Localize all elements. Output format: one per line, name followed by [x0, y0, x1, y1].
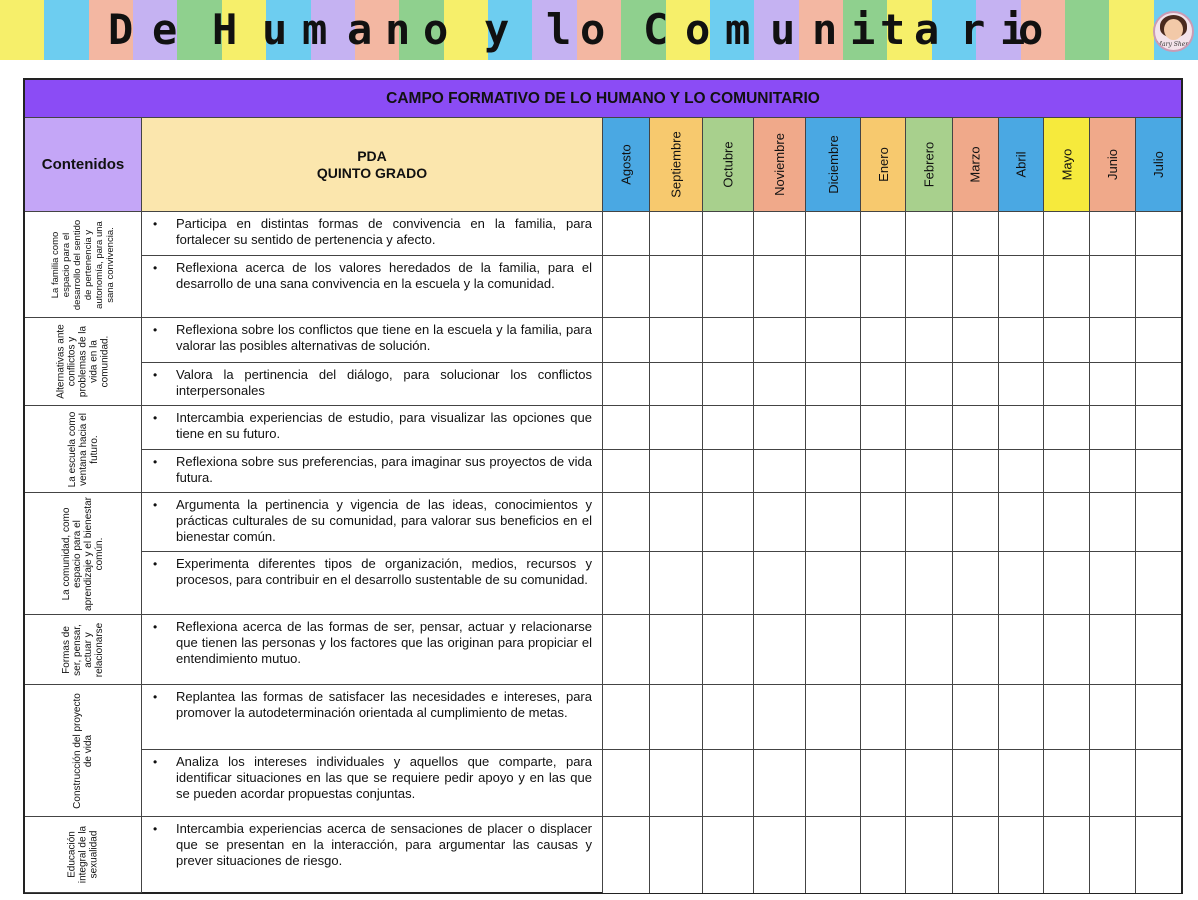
- month-check-cell[interactable]: [1136, 450, 1181, 493]
- banner-letter: i: [850, 5, 876, 54]
- month-check-cell[interactable]: [703, 493, 754, 552]
- month-check-cell[interactable]: [703, 685, 754, 750]
- month-check-cell[interactable]: [754, 685, 806, 750]
- month-label: Septiembre: [668, 131, 684, 198]
- banner-letter: o: [685, 5, 711, 54]
- avatar-signature: Mary Sheni: [1155, 41, 1192, 48]
- month-check-cell[interactable]: [1090, 552, 1136, 615]
- month-check-cell[interactable]: [1044, 212, 1090, 256]
- month-check-cell[interactable]: [1136, 817, 1181, 893]
- month-header-febrero: [906, 118, 953, 212]
- month-check-cell[interactable]: [953, 615, 999, 685]
- month-check-cell[interactable]: [754, 615, 806, 685]
- month-check-cell[interactable]: [603, 256, 650, 318]
- month-check-cell[interactable]: [1044, 552, 1090, 615]
- month-check-cell[interactable]: [703, 552, 754, 615]
- month-check-cell[interactable]: [806, 750, 861, 817]
- month-check-cell[interactable]: [650, 552, 703, 615]
- topic-cell: [25, 615, 142, 685]
- month-label: Diciembre: [825, 135, 841, 194]
- month-check-cell[interactable]: [754, 552, 806, 615]
- pda-cell: • Valora la pertinencia del diálogo, para solucionar los conflictos interpersonales: [142, 363, 603, 406]
- month-check-cell[interactable]: [603, 817, 650, 893]
- month-label: Febrero: [921, 141, 937, 188]
- topic-label: La escuela como ventana hacia el futuro.: [66, 411, 100, 487]
- banner-letter: u: [770, 5, 796, 54]
- month-check-cell[interactable]: [906, 318, 953, 363]
- banner-letter: C: [643, 5, 669, 54]
- month-check-cell[interactable]: [806, 552, 861, 615]
- month-label: Mayo: [1058, 148, 1074, 181]
- month-check-cell[interactable]: [953, 552, 999, 615]
- month-check-cell[interactable]: [861, 212, 906, 256]
- month-header-octubre: [703, 118, 754, 212]
- topic-label: Formas de ser, pensar, actuar y relacionarse: [61, 622, 105, 677]
- month-check-cell[interactable]: [1090, 615, 1136, 685]
- banner-color-strip: [44, 0, 89, 60]
- month-check-cell[interactable]: [906, 363, 953, 406]
- month-check-cell[interactable]: [953, 685, 999, 750]
- month-check-cell[interactable]: [603, 318, 650, 363]
- month-check-cell[interactable]: [861, 615, 906, 685]
- month-check-cell[interactable]: [906, 615, 953, 685]
- banner-letter: y: [484, 5, 510, 54]
- month-check-cell[interactable]: [1136, 552, 1181, 615]
- month-check-cell[interactable]: [1044, 450, 1090, 493]
- month-check-cell[interactable]: [999, 817, 1044, 893]
- planning-table: [23, 78, 1183, 894]
- month-check-cell[interactable]: [1090, 212, 1136, 256]
- banner-letter: l: [546, 5, 572, 54]
- banner-letter: a: [347, 5, 373, 54]
- pda-cell: • Intercambia experiencias acerca de sensaciones de placer o displacer que se presentan en la interacción, para argumentar las causas y prever situaciones de riesgo.: [142, 817, 603, 893]
- topic-label: La familia como espacio para el desarrollo del sentido de pertenencia y autonomía, para una sana convivencia.: [50, 219, 116, 310]
- month-check-cell[interactable]: [1044, 406, 1090, 450]
- month-check-cell[interactable]: [806, 212, 861, 256]
- month-check-cell[interactable]: [703, 256, 754, 318]
- month-check-cell[interactable]: [754, 212, 806, 256]
- month-check-cell[interactable]: [861, 256, 906, 318]
- month-check-cell[interactable]: [861, 493, 906, 552]
- month-check-cell[interactable]: [1044, 615, 1090, 685]
- month-check-cell[interactable]: [603, 750, 650, 817]
- month-check-cell[interactable]: [650, 685, 703, 750]
- month-label: Julio: [1151, 151, 1166, 178]
- banner-letter: t: [880, 5, 906, 54]
- month-check-cell[interactable]: [906, 406, 953, 450]
- month-check-cell[interactable]: [999, 552, 1044, 615]
- title-banner: [0, 0, 1198, 60]
- month-check-cell[interactable]: [806, 363, 861, 406]
- banner-letter: e: [152, 5, 178, 54]
- pda-cell: • Analiza los intereses individuales y aquellos que comparte, para identificar situaciones en las que se requiere pedir apoyo y en las que se pueden acordar propuestas conjuntas.: [142, 750, 603, 817]
- month-check-cell[interactable]: [1090, 493, 1136, 552]
- month-check-cell[interactable]: [703, 318, 754, 363]
- avatar-face: [1164, 19, 1183, 40]
- banner-letter: m: [725, 5, 751, 54]
- month-check-cell[interactable]: [861, 685, 906, 750]
- month-check-cell[interactable]: [1136, 493, 1181, 552]
- month-check-cell[interactable]: [906, 212, 953, 256]
- month-check-cell[interactable]: [1136, 685, 1181, 750]
- month-check-cell[interactable]: [1044, 750, 1090, 817]
- month-check-cell[interactable]: [603, 212, 650, 256]
- month-check-cell[interactable]: [806, 615, 861, 685]
- month-header-junio: [1090, 118, 1136, 212]
- month-check-cell[interactable]: [703, 615, 754, 685]
- month-check-cell[interactable]: [650, 212, 703, 256]
- month-check-cell[interactable]: [906, 256, 953, 318]
- month-label: Junio: [1104, 148, 1120, 181]
- month-check-cell[interactable]: [999, 406, 1044, 450]
- month-check-cell[interactable]: [806, 318, 861, 363]
- month-check-cell[interactable]: [703, 212, 754, 256]
- month-check-cell[interactable]: [754, 318, 806, 363]
- month-check-cell[interactable]: [650, 318, 703, 363]
- topic-cell: [25, 817, 142, 893]
- topic-cell: [25, 685, 142, 817]
- month-check-cell[interactable]: [603, 493, 650, 552]
- month-check-cell[interactable]: [906, 450, 953, 493]
- month-check-cell[interactable]: [1090, 318, 1136, 363]
- banner-letter: a: [914, 5, 940, 54]
- month-check-cell[interactable]: [1044, 817, 1090, 893]
- month-check-cell[interactable]: [806, 406, 861, 450]
- month-header-abril: [999, 118, 1044, 212]
- banner-color-strip: [1109, 0, 1154, 60]
- month-check-cell[interactable]: [703, 406, 754, 450]
- banner-color-strip: [444, 0, 489, 60]
- month-check-cell[interactable]: [703, 817, 754, 893]
- table-title: CAMPO FORMATIVO DE LO HUMANO Y LO COMUNITARIO: [25, 80, 1181, 118]
- banner-color-strip: [1065, 0, 1110, 60]
- month-check-cell[interactable]: [1090, 685, 1136, 750]
- banner-letter: o: [423, 5, 449, 54]
- topic-cell: [25, 212, 142, 318]
- month-check-cell[interactable]: [953, 750, 999, 817]
- month-header-agosto: [603, 118, 650, 212]
- banner-letter: n: [385, 5, 411, 54]
- month-check-cell[interactable]: [1044, 318, 1090, 363]
- month-check-cell[interactable]: [1136, 406, 1181, 450]
- banner-letter: o: [1018, 5, 1044, 54]
- month-check-cell[interactable]: [703, 363, 754, 406]
- pda-cell: • Reflexiona sobre sus preferencias, para imaginar sus proyectos de vida futura.: [142, 450, 603, 493]
- month-header-julio: [1136, 118, 1181, 212]
- month-check-cell[interactable]: [953, 256, 999, 318]
- topic-cell: [25, 493, 142, 615]
- month-check-cell[interactable]: [703, 450, 754, 493]
- banner-letter: m: [302, 5, 328, 54]
- month-check-cell[interactable]: [906, 750, 953, 817]
- month-check-cell[interactable]: [603, 685, 650, 750]
- topic-label: Alternativas ante conflictos y problemas de la vida en la comunidad.: [55, 324, 111, 399]
- month-check-cell[interactable]: [861, 750, 906, 817]
- month-label: Agosto: [618, 144, 634, 185]
- month-label: Enero: [875, 147, 891, 182]
- month-check-cell[interactable]: [806, 817, 861, 893]
- month-check-cell[interactable]: [953, 212, 999, 256]
- month-check-cell[interactable]: [906, 817, 953, 893]
- banner-color-strip: [0, 0, 45, 60]
- grade-label: QUINTO GRADO: [316, 164, 428, 181]
- banner-letter: r: [960, 5, 986, 54]
- month-check-cell[interactable]: [1044, 493, 1090, 552]
- month-check-cell[interactable]: [953, 363, 999, 406]
- month-check-cell[interactable]: [999, 493, 1044, 552]
- month-check-cell[interactable]: [999, 318, 1044, 363]
- pda-cell: • Argumenta la pertinencia y vigencia de las ideas, conocimientos y prácticas culturales de su comunidad, para valorar sus beneficios en el bienestar común.: [142, 493, 603, 552]
- month-check-cell[interactable]: [806, 685, 861, 750]
- month-label: Octubre: [720, 141, 736, 188]
- month-check-cell[interactable]: [754, 256, 806, 318]
- month-check-cell[interactable]: [1136, 750, 1181, 817]
- month-check-cell[interactable]: [1136, 318, 1181, 363]
- month-header-marzo: [953, 118, 999, 212]
- month-check-cell[interactable]: [603, 615, 650, 685]
- pda-cell: • Replantea las formas de satisfacer las necesidades e intereses, para promover la autodeterminación orientada al cumplimiento de metas.: [142, 685, 603, 750]
- month-check-cell[interactable]: [906, 685, 953, 750]
- banner-letter: n: [812, 5, 838, 54]
- month-check-cell[interactable]: [603, 363, 650, 406]
- month-check-cell[interactable]: [650, 750, 703, 817]
- author-avatar: [1153, 11, 1194, 52]
- month-check-cell[interactable]: [999, 212, 1044, 256]
- month-check-cell[interactable]: [650, 817, 703, 893]
- month-check-cell[interactable]: [999, 750, 1044, 817]
- pda-cell: • Experimenta diferentes tipos de organización, medios, recursos y procesos, para contribuir en el desarrollo sustentable de su comunidad.: [142, 552, 603, 615]
- month-header-noviembre: [754, 118, 806, 212]
- month-check-cell[interactable]: [953, 406, 999, 450]
- banner-letter: u: [262, 5, 288, 54]
- month-check-cell[interactable]: [1136, 363, 1181, 406]
- month-check-cell[interactable]: [953, 318, 999, 363]
- month-check-cell[interactable]: [754, 406, 806, 450]
- month-check-cell[interactable]: [1044, 685, 1090, 750]
- topic-label: La comunidad, como espacio para el aprendizaje y el bienestar común.: [61, 496, 105, 611]
- month-check-cell[interactable]: [1090, 750, 1136, 817]
- month-check-cell[interactable]: [754, 450, 806, 493]
- month-check-cell[interactable]: [1136, 212, 1181, 256]
- month-check-cell[interactable]: [953, 450, 999, 493]
- pda-cell: • Reflexiona acerca de los valores heredados de la familia, para el desarrollo de una sana convivencia en la escuela y la comunidad.: [142, 256, 603, 318]
- month-check-cell[interactable]: [999, 363, 1044, 406]
- month-check-cell[interactable]: [999, 256, 1044, 318]
- month-check-cell[interactable]: [1090, 450, 1136, 493]
- month-check-cell[interactable]: [650, 406, 703, 450]
- topic-label: Construcción del proyecto de vida: [72, 692, 94, 809]
- month-check-cell[interactable]: [999, 685, 1044, 750]
- month-check-cell[interactable]: [861, 552, 906, 615]
- month-check-cell[interactable]: [1044, 363, 1090, 406]
- banner-letter: o: [580, 5, 606, 54]
- month-check-cell[interactable]: [754, 817, 806, 893]
- month-check-cell[interactable]: [906, 552, 953, 615]
- month-check-cell[interactable]: [703, 750, 754, 817]
- month-check-cell[interactable]: [1136, 615, 1181, 685]
- topic-cell: [25, 318, 142, 406]
- pda-cell: • Reflexiona acerca de las formas de ser, pensar, actuar y relacionarse que tienen las personas y los factores que las originan para propiciar el entendimiento mutuo.: [142, 615, 603, 685]
- month-check-cell[interactable]: [1090, 406, 1136, 450]
- month-check-cell[interactable]: [1090, 363, 1136, 406]
- month-label: Noviembre: [772, 133, 788, 196]
- month-check-cell[interactable]: [754, 750, 806, 817]
- month-check-cell[interactable]: [1044, 256, 1090, 318]
- month-label: Marzo: [968, 146, 983, 183]
- month-header-enero: [861, 118, 906, 212]
- month-check-cell[interactable]: [861, 817, 906, 893]
- month-check-cell[interactable]: [861, 450, 906, 493]
- month-header-mayo: [1044, 118, 1090, 212]
- month-check-cell[interactable]: [650, 256, 703, 318]
- month-check-cell[interactable]: [650, 363, 703, 406]
- banner-letter: H: [212, 5, 238, 54]
- month-label: Abril: [1013, 151, 1029, 178]
- month-check-cell[interactable]: [806, 450, 861, 493]
- month-check-cell[interactable]: [861, 406, 906, 450]
- month-check-cell[interactable]: [806, 493, 861, 552]
- month-check-cell[interactable]: [650, 493, 703, 552]
- month-check-cell[interactable]: [906, 493, 953, 552]
- month-check-cell[interactable]: [603, 552, 650, 615]
- pda-cell: • Intercambia experiencias de estudio, para visualizar las opciones que tiene en su futuro.: [142, 406, 603, 450]
- month-header-septiembre: [650, 118, 703, 212]
- month-check-cell[interactable]: [999, 450, 1044, 493]
- topic-label: Educación integral de la sexualidad: [66, 825, 100, 884]
- banner-letter: i: [1000, 5, 1026, 54]
- banner-letter: D: [108, 5, 134, 54]
- month-check-cell[interactable]: [650, 450, 703, 493]
- pda-header-label: PDA: [357, 147, 387, 164]
- month-check-cell[interactable]: [603, 406, 650, 450]
- month-check-cell[interactable]: [650, 615, 703, 685]
- contenidos-header: Contenidos: [25, 118, 142, 212]
- month-check-cell[interactable]: [806, 256, 861, 318]
- month-check-cell[interactable]: [1136, 256, 1181, 318]
- pda-cell: • Participa en distintas formas de convivencia en la familia, para fortalecer su sentido de pertenencia y afecto.: [142, 212, 603, 256]
- month-check-cell[interactable]: [953, 493, 999, 552]
- month-check-cell[interactable]: [953, 817, 999, 893]
- month-check-cell[interactable]: [754, 493, 806, 552]
- month-check-cell[interactable]: [754, 363, 806, 406]
- month-check-cell[interactable]: [603, 450, 650, 493]
- topic-cell: [25, 406, 142, 493]
- month-check-cell[interactable]: [999, 615, 1044, 685]
- month-header-diciembre: [806, 118, 861, 212]
- pda-cell: • Reflexiona sobre los conflictos que tiene en la escuela y la familia, para valorar las posibles alternativas de solución.: [142, 318, 603, 363]
- month-check-cell[interactable]: [861, 363, 906, 406]
- pda-header: [142, 118, 603, 212]
- month-check-cell[interactable]: [1090, 817, 1136, 893]
- month-check-cell[interactable]: [1090, 256, 1136, 318]
- month-check-cell[interactable]: [861, 318, 906, 363]
